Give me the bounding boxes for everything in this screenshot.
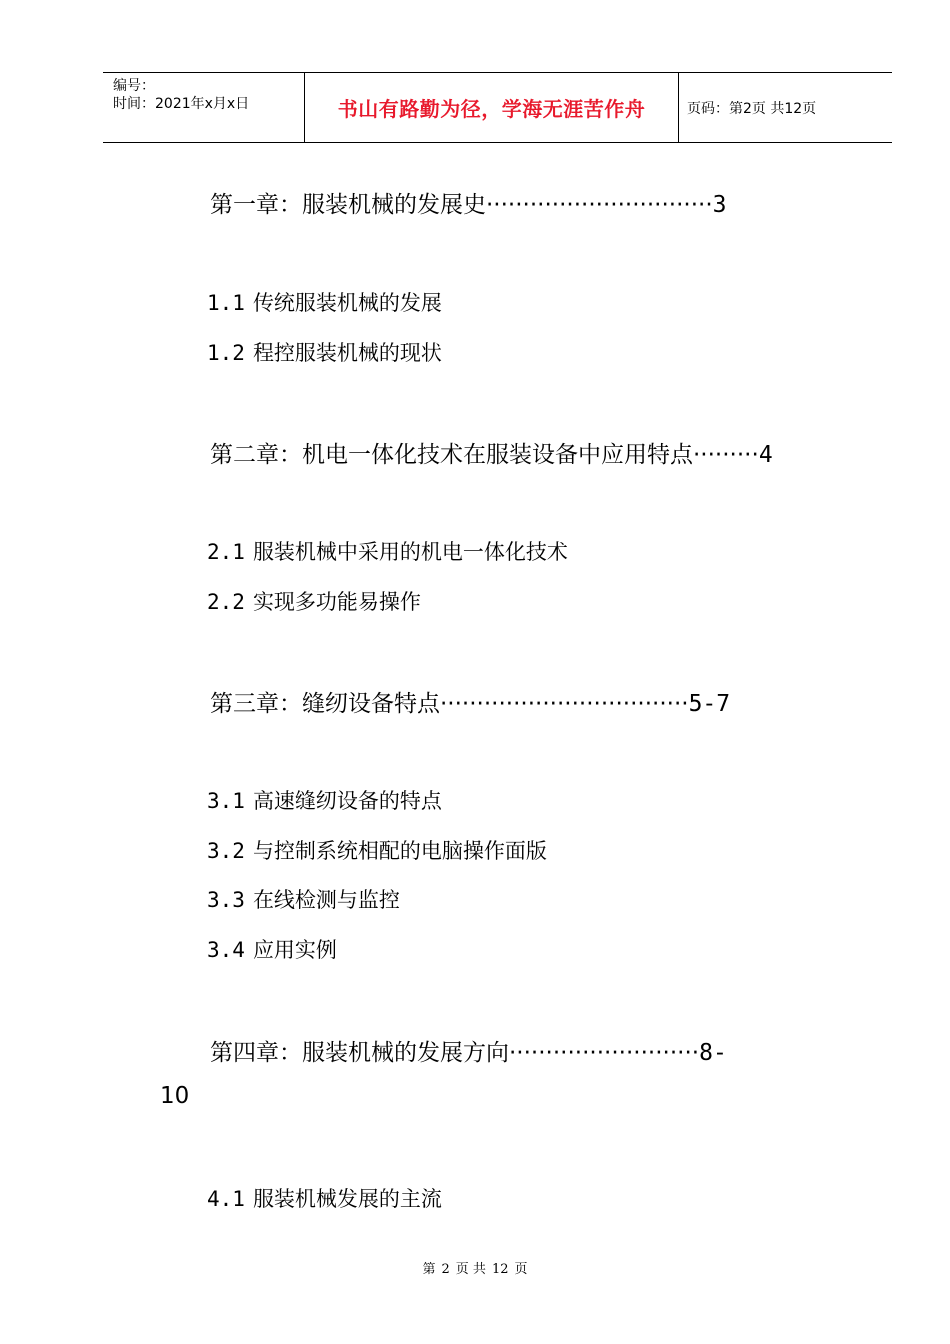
toc-section	[207, 536, 568, 566]
footer-page-number: 2	[441, 1262, 450, 1277]
section-title: 高速缝纫设备的特点	[252, 789, 442, 813]
leader-dots: ·········	[693, 442, 759, 468]
number-label: 编号：	[113, 78, 155, 94]
document-header	[103, 72, 892, 143]
section-number: 1.1	[207, 291, 245, 315]
section-title: 传统服装机械的发展	[252, 291, 442, 315]
footer-prefix: 第	[422, 1262, 436, 1277]
chapter-page: 4	[758, 442, 773, 468]
toc-section	[207, 785, 442, 815]
header-divider	[678, 73, 679, 142]
section-title: 服装机械中采用的机电一体化技术	[252, 540, 568, 564]
toc-section	[207, 586, 421, 616]
chapter-page: 8-	[699, 1040, 727, 1066]
section-number: 3.3	[207, 888, 245, 912]
chapter-page: 5-7	[688, 691, 731, 717]
section-title: 服装机械发展的主流	[252, 1187, 442, 1211]
toc-section	[207, 287, 442, 317]
section-number: 3.2	[207, 839, 245, 863]
section-title: 与控制系统相配的电脑操作面版	[252, 839, 547, 863]
chapter-title: 第二章：机电一体化技术在服装设备中应用特点	[210, 442, 693, 468]
chapter-page-wrap: 10	[160, 1083, 190, 1109]
section-number: 1.2	[207, 341, 245, 365]
toc-chapter-3	[210, 685, 730, 718]
toc-chapter-2	[210, 436, 773, 469]
toc-section	[207, 934, 337, 964]
chapter-title: 第一章：服装机械的发展史	[210, 192, 486, 218]
header-page-info: 页码：第2页 共12页	[687, 100, 817, 117]
leader-dots: ··································	[440, 691, 689, 717]
section-title: 应用实例	[252, 938, 337, 962]
chapter-title: 第四章：服装机械的发展方向	[210, 1040, 509, 1066]
section-number: 2.2	[207, 590, 245, 614]
chapter-title: 第三章：缝纫设备特点	[210, 691, 440, 717]
footer-suffix: 页	[514, 1262, 528, 1277]
toc-section	[207, 835, 547, 865]
chapter-page: 3	[712, 192, 727, 218]
leader-dots: ·······························	[486, 192, 713, 218]
toc-chapter-1	[210, 186, 727, 219]
toc-chapter-4	[210, 1034, 727, 1067]
section-title: 程控服装机械的现状	[252, 341, 442, 365]
toc-section	[207, 337, 442, 367]
section-number: 3.4	[207, 938, 245, 962]
section-title: 在线检测与监控	[252, 888, 400, 912]
section-number: 3.1	[207, 789, 245, 813]
footer-mid: 页 共	[455, 1262, 486, 1277]
section-number: 2.1	[207, 540, 245, 564]
time-label: 时间：2021年x月x日	[113, 96, 250, 112]
section-title: 实现多功能易操作	[252, 590, 421, 614]
section-number: 4.1	[207, 1187, 245, 1211]
page-footer	[0, 1258, 950, 1277]
header-meta	[113, 77, 249, 113]
toc-section	[207, 1183, 442, 1213]
header-motto: 书山有路勤为径，学海无涯苦作舟	[337, 97, 646, 121]
leader-dots: ··························	[509, 1040, 700, 1066]
toc-section	[207, 884, 400, 914]
footer-total-pages: 12	[491, 1262, 509, 1277]
